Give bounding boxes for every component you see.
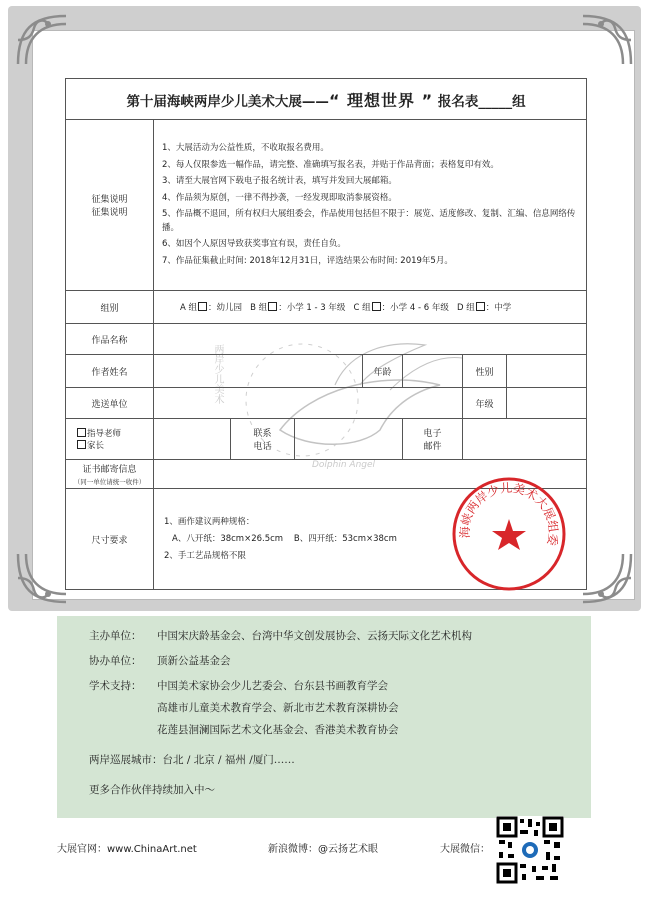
contact-phone-label: 联系 电话	[231, 419, 295, 460]
rule-item: 5、作品概不退回，所有权归大展组委会，作品使用包括但不限于：展览、适度修改、复制、汇编、信息网络传播。	[162, 209, 576, 233]
size-rule-item: 1、画作建议两种规格：	[164, 516, 255, 527]
footer-weibo: 新浪微博：@云扬艺术眼	[268, 844, 378, 855]
weibo-link[interactable]: @云扬艺术眼	[318, 844, 378, 855]
gender-label: 性别	[463, 355, 507, 388]
form-title-main: “ 理想世界 ”	[328, 90, 434, 110]
group-option-d: D 组 ：中学	[456, 303, 512, 313]
collection-rules-cell	[154, 120, 587, 291]
certificate-note: （同一单位请统一收件）	[73, 478, 146, 486]
academic-row: 高雄市儿童美术教育学会、新北市艺术教育深耕协会	[157, 702, 399, 714]
academic-row: 学术支持： 中国美术家协会少儿艺委会、台东县书画教育学会	[89, 680, 388, 692]
contact-phone-field[interactable]	[295, 419, 403, 460]
footer-wechat-label: 大展微信：	[440, 844, 490, 855]
seal-text: 海峡两岸少儿美术大展组委	[457, 480, 561, 547]
cities-row: 两岸巡展城市：台北 / 北京 / 福州 /厦门……	[89, 754, 295, 766]
group-label: 组别	[66, 291, 154, 324]
corner-flourish-icon	[12, 548, 72, 608]
work-name-label: 作品名称	[66, 324, 154, 355]
website-link[interactable]: www.ChinaArt.net	[107, 844, 197, 855]
gender-field[interactable]	[507, 355, 587, 388]
group-options	[154, 291, 587, 324]
unit-field[interactable]	[154, 388, 463, 419]
organizers-panel	[57, 616, 591, 818]
host-row: 主办单位： 中国宋庆龄基金会、台湾中华文创发展协会、云扬天际文化艺术机构	[89, 630, 472, 642]
academic-row: 花莲县洄澜国际艺术文化基金会、香港美术教育协会	[157, 724, 399, 736]
more-partners: 更多合作伙伴持续加入中～	[89, 784, 215, 796]
rule-item: 6、如因个人原因导致获奖事宜有误，责任自负。	[162, 239, 346, 249]
checkbox-icon[interactable]	[268, 302, 277, 311]
checkbox-icon[interactable]	[372, 302, 381, 311]
work-name-field[interactable]	[154, 324, 587, 355]
group-option-a: A 组 ：幼儿园	[180, 303, 243, 313]
email-label: 电子 邮件	[403, 419, 463, 460]
size-label: 尺寸要求	[66, 489, 154, 590]
rule-item: 3、请至大展官网下载电子报名统计表，填写并发回大展邮箱。	[162, 176, 397, 186]
size-rule-item: A、八开纸：38cm×26.5cm B、四开纸：53cm×38cm	[172, 533, 397, 544]
certificate-field[interactable]	[154, 460, 587, 489]
size-rule-item: 2、手工艺品规格不限	[164, 550, 246, 561]
checkbox-icon[interactable]	[77, 440, 86, 449]
age-label: 年龄	[363, 355, 403, 388]
rule-item: 4、作品须为原创，一律不得抄袭，一经发现即取消参展资格。	[162, 192, 397, 203]
collection-notes-label: 征集说明 征集说明	[66, 120, 154, 291]
rules-list	[158, 133, 582, 277]
group-option-b: B 组 ：小学 1 - 3 年级	[250, 303, 346, 313]
size-rules-list	[158, 510, 582, 569]
checkbox-icon[interactable]	[198, 302, 207, 311]
form-title-prefix: 第十届海峡两岸少儿美术大展——	[126, 93, 329, 110]
rule-item: 2、每人仅限参选一幅作品，请完整、准确填写报名表，并贴于作品背面；表格复印有效。	[162, 159, 499, 170]
unit-label: 选送单位	[66, 388, 154, 419]
qr-code-icon	[496, 816, 564, 884]
group-option-c: C 组 ：小学 4 - 6 年级	[353, 303, 449, 313]
watermark-script-text: Dolphin Angel	[312, 460, 376, 470]
footer-website: 大展官网：www.ChinaArt.net	[57, 844, 197, 855]
form-title	[66, 79, 587, 120]
corner-flourish-icon	[577, 10, 637, 70]
author-name-field[interactable]	[154, 355, 363, 388]
grade-field[interactable]	[507, 388, 587, 419]
size-rules-cell	[154, 489, 587, 590]
registration-form-table	[65, 78, 587, 590]
form-title-suffix: 报名表_____组	[437, 93, 526, 110]
corner-flourish-icon	[12, 10, 72, 70]
rule-item: 7、作品征集截止时间: 2018年12月31日，评选结果公布时间: 2019年5月。	[162, 255, 453, 266]
checkbox-icon[interactable]	[77, 428, 86, 437]
checkbox-icon[interactable]	[476, 302, 485, 311]
author-name-label: 作者姓名	[66, 355, 154, 388]
rule-item: 1、大展活动为公益性质，不收取报名费用。	[162, 143, 329, 153]
teacher-parent-label: 指导老师 家长	[66, 419, 154, 460]
age-field[interactable]	[403, 355, 463, 388]
email-field[interactable]	[463, 419, 587, 460]
co-organizer-row: 协办单位： 顶新公益基金会	[89, 655, 231, 667]
watermark-side-text: 两岸少儿美术	[212, 344, 223, 404]
teacher-parent-field[interactable]	[154, 419, 231, 460]
grade-label: 年级	[463, 388, 507, 419]
certificate-label: 证书邮寄信息 （同一单位请统一收件）	[66, 460, 154, 489]
